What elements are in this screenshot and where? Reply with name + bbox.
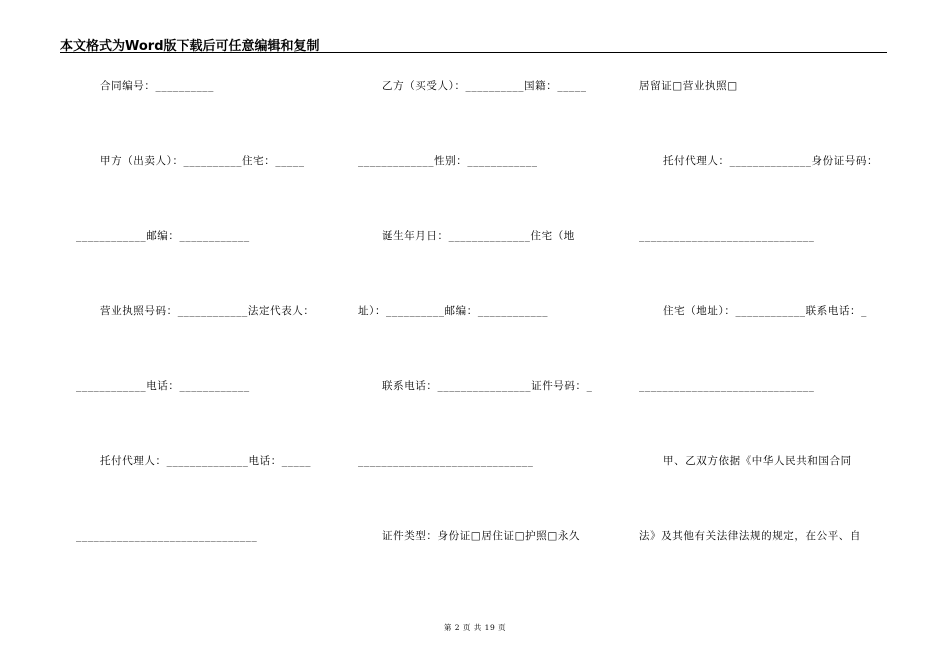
- legal-basis-continued-line: 法》及其他有关法律法规的规定，在公平、自: [639, 530, 861, 542]
- blank-line-right-2: ______________________________: [639, 380, 815, 392]
- gender-line: _____________性别：____________: [358, 155, 538, 167]
- party-b-line: 乙方（买受人）：__________国籍：_____: [382, 80, 587, 92]
- contract-number-line: 合同编号：__________: [100, 80, 214, 92]
- party-b-phone-line: 联系电话：________________证件号码：_: [382, 380, 593, 392]
- document-header: 本文格式为Word版下载后可任意编辑和复制: [60, 39, 320, 54]
- party-a-agent-line: 托付代理人：______________电话：_____: [100, 455, 312, 467]
- residence-permit-line: 居留证□营业执照□: [639, 80, 738, 92]
- blank-line-middle: ______________________________: [358, 455, 534, 467]
- business-license-line: 营业执照号码：____________法定代表人：: [100, 305, 315, 317]
- party-a-phone-line: ____________电话：____________: [76, 380, 250, 392]
- party-a-postcode-line: ____________邮编：____________: [76, 230, 250, 242]
- birthdate-line: 诞生年月日：______________住宅（地: [382, 230, 575, 242]
- header-divider: [60, 52, 887, 53]
- agent-address-line: 住宅（地址）：____________联系电话：_: [663, 305, 867, 317]
- party-b-address-line: 址）：__________邮编：____________: [358, 305, 549, 317]
- id-type-line: 证件类型：身份证□居住证□护照□永久: [382, 530, 581, 542]
- page-number: 第 2 页 共 19 页: [443, 623, 507, 632]
- blank-line-left: _______________________________: [76, 530, 258, 542]
- party-b-agent-line: 托付代理人：______________身份证号码：: [663, 155, 879, 167]
- legal-basis-line: 甲、乙双方依据《中华人民共和国合同: [663, 455, 852, 467]
- party-a-line: 甲方（出卖人）：__________住宅：_____: [100, 155, 305, 167]
- blank-line-right-1: ______________________________: [639, 230, 815, 242]
